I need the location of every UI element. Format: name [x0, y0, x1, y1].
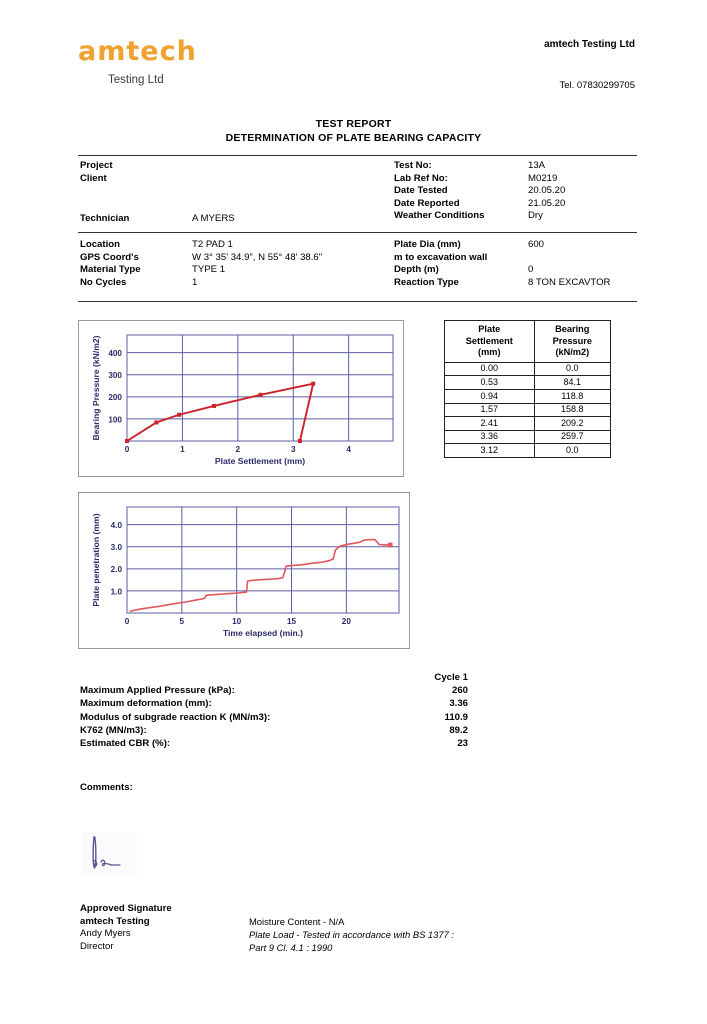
cell-bearing-pressure: 84.1	[534, 376, 610, 390]
divider-middle	[78, 232, 637, 233]
standard-reference-line2: Part 9 Cl. 4.1 : 1990	[249, 942, 333, 954]
info-value: W 3° 35' 34.9", N 55° 48' 38.6"	[192, 251, 323, 263]
table-row	[445, 389, 611, 403]
info-row	[394, 210, 565, 223]
standard-reference-line1: Plate Load - Tested in accordance with BS 1377 :	[249, 929, 454, 941]
svg-text:100: 100	[108, 415, 122, 425]
summary-row	[80, 684, 480, 697]
comments-label: Comments:	[80, 782, 133, 793]
svg-text:4.0: 4.0	[110, 521, 122, 531]
svg-text:Plate penetration (mm): Plate penetration (mm)	[91, 513, 101, 607]
info-label: Lab Ref No:	[394, 172, 448, 184]
svg-text:0: 0	[124, 445, 130, 454]
cell-bearing-pressure: 0.0	[534, 362, 610, 376]
logo-subtitle: Testing Ltd	[108, 74, 164, 86]
table-header-row	[445, 321, 611, 363]
info-label: Date Reported	[394, 197, 460, 209]
info-row	[394, 173, 565, 186]
cell-plate-settlement: 2.41	[445, 417, 535, 431]
info-row	[394, 239, 610, 252]
summary-label: Modulus of subgrade reaction K (MN/m3):	[80, 711, 271, 723]
summary-value: 23	[457, 738, 468, 750]
signature-glyph-icon	[82, 832, 137, 875]
table-row	[445, 417, 611, 431]
info-label: Test No:	[394, 160, 432, 171]
info-row	[80, 173, 192, 186]
summary-label: Maximum deformation (mm):	[80, 698, 212, 710]
summary-value: 260	[451, 685, 468, 697]
summary-value: 110.9	[444, 711, 468, 723]
svg-text:2: 2	[235, 445, 241, 454]
info-value: 13A	[528, 160, 546, 171]
info-row	[80, 160, 192, 173]
svg-text:5: 5	[179, 617, 185, 626]
svg-text:1.0: 1.0	[110, 587, 122, 597]
info-value: 8 TON EXCAVTOR	[528, 276, 611, 288]
column-header-bearing-pressure: Bearing Pressure (kN/m2)	[534, 321, 610, 363]
svg-text:3: 3	[290, 445, 296, 454]
info-label: Weather Conditions	[394, 210, 485, 222]
svg-text:3.0: 3.0	[110, 543, 122, 553]
svg-text:1: 1	[180, 445, 185, 454]
svg-text:10: 10	[232, 617, 242, 626]
footer-signer-role: Director	[80, 940, 114, 952]
cell-bearing-pressure: 0.0	[534, 444, 610, 458]
divider-top	[78, 155, 637, 156]
info-label: Reaction Type	[394, 276, 459, 288]
cell-plate-settlement: 3.36	[445, 430, 535, 444]
info-value: T2 PAD 1	[192, 239, 233, 250]
cell-bearing-pressure: 158.8	[534, 403, 610, 417]
info-label: m to excavation wall	[394, 251, 488, 263]
company-logo	[78, 38, 197, 86]
logo-wordmark: amtech	[78, 36, 197, 67]
svg-text:2.0: 2.0	[110, 565, 122, 575]
info-label: Material Type	[80, 264, 141, 276]
table-row	[445, 444, 611, 458]
cell-plate-settlement: 1.57	[445, 403, 535, 417]
info-label: Project	[80, 160, 113, 171]
info-row	[394, 277, 610, 290]
info-row	[394, 160, 565, 173]
info-label: GPS Coord's	[80, 251, 139, 263]
table-row	[445, 376, 611, 390]
summary-row	[80, 737, 480, 750]
info-row	[394, 185, 565, 198]
footer-signer-name: Andy Myers	[80, 928, 131, 940]
info-value: Dry	[528, 210, 543, 222]
info-block-plate-details	[394, 239, 610, 289]
cell-bearing-pressure: 259.7	[534, 430, 610, 444]
info-row	[80, 213, 235, 226]
info-row	[80, 239, 322, 252]
table-row	[445, 362, 611, 376]
info-label: Location	[80, 239, 120, 250]
page-subtitle: DETERMINATION OF PLATE BEARING CAPACITY	[225, 132, 482, 144]
info-row	[394, 198, 565, 211]
summary-row	[80, 697, 480, 710]
info-block-location	[80, 239, 322, 289]
svg-text:300: 300	[108, 371, 122, 381]
moisture-content-note: Moisture Content - N/A	[249, 916, 345, 927]
footer-company: amtech Testing	[80, 915, 150, 927]
cell-plate-settlement: 0.94	[445, 389, 535, 403]
info-row	[80, 264, 322, 277]
info-block-technician	[80, 213, 235, 226]
svg-text:20: 20	[341, 617, 351, 626]
info-value: M0219	[528, 172, 558, 184]
info-row	[80, 252, 322, 265]
cell-plate-settlement: 0.53	[445, 376, 535, 390]
footer-signature-details	[80, 903, 172, 953]
svg-text:15: 15	[286, 617, 297, 626]
cell-bearing-pressure: 118.8	[534, 389, 610, 403]
info-label: Plate Dia (mm)	[394, 239, 461, 250]
summary-row	[80, 724, 480, 737]
report-title	[0, 118, 707, 144]
chart-bearing-pressure-svg	[79, 321, 403, 476]
info-value: 21.05.20	[528, 197, 566, 209]
svg-text:400: 400	[108, 349, 122, 359]
column-header-plate-settlement: Plate Settlement (mm)	[445, 321, 535, 363]
table-row	[445, 403, 611, 417]
table-row	[445, 430, 611, 444]
results-table-head	[445, 321, 611, 363]
signature-image	[82, 832, 137, 875]
summary-cycle-header: Cycle 1	[434, 672, 468, 683]
info-row	[394, 264, 610, 277]
footer-standards	[249, 915, 454, 955]
info-label: Date Tested	[394, 185, 448, 197]
info-value: TYPE 1	[192, 264, 226, 276]
svg-text:4: 4	[346, 445, 351, 454]
summary-results	[80, 671, 480, 750]
info-value: 20.05.20	[528, 185, 566, 197]
info-value: 0	[528, 264, 534, 276]
info-block-test-details	[394, 160, 565, 223]
svg-text:Plate Settlement (mm): Plate Settlement (mm)	[214, 456, 306, 466]
cell-bearing-pressure: 209.2	[534, 417, 610, 431]
info-row	[80, 277, 322, 290]
info-value: A MYERS	[192, 213, 235, 224]
results-table-body	[445, 362, 611, 457]
info-block-project	[80, 160, 192, 185]
info-value: 1	[192, 276, 198, 288]
summary-value: 89.2	[449, 724, 468, 736]
chart-bearing-pressure	[78, 320, 404, 477]
info-label: Technician	[80, 213, 130, 224]
divider-bottom	[78, 301, 637, 302]
info-row	[394, 252, 610, 265]
info-value: 600	[528, 239, 545, 250]
header-telephone: Tel. 07830299705	[559, 80, 635, 91]
info-label: Depth (m)	[394, 264, 439, 276]
header-company-name: amtech Testing Ltd	[544, 39, 635, 50]
summary-label: Maximum Applied Pressure (kPa):	[80, 685, 235, 697]
chart-plate-penetration	[78, 492, 410, 649]
cell-plate-settlement: 0.00	[445, 362, 535, 376]
svg-text:0: 0	[124, 617, 130, 626]
approved-signature-label: Approved Signature	[80, 903, 172, 914]
summary-value: 3.36	[449, 698, 468, 710]
results-table	[444, 320, 611, 458]
summary-row	[80, 711, 480, 724]
svg-text:Time elapsed (min.): Time elapsed (min.)	[222, 628, 304, 638]
page-title: TEST REPORT	[315, 118, 392, 130]
info-label: No Cycles	[80, 276, 127, 288]
info-label: Client	[80, 172, 107, 184]
svg-text:200: 200	[108, 393, 122, 403]
cell-plate-settlement: 3.12	[445, 444, 535, 458]
summary-label: K762 (MN/m3):	[80, 724, 147, 736]
svg-text:Bearing Pressure (kN/m2): Bearing Pressure (kN/m2)	[91, 335, 101, 441]
chart-plate-penetration-svg	[79, 493, 409, 648]
summary-label: Estimated CBR (%):	[80, 738, 171, 750]
